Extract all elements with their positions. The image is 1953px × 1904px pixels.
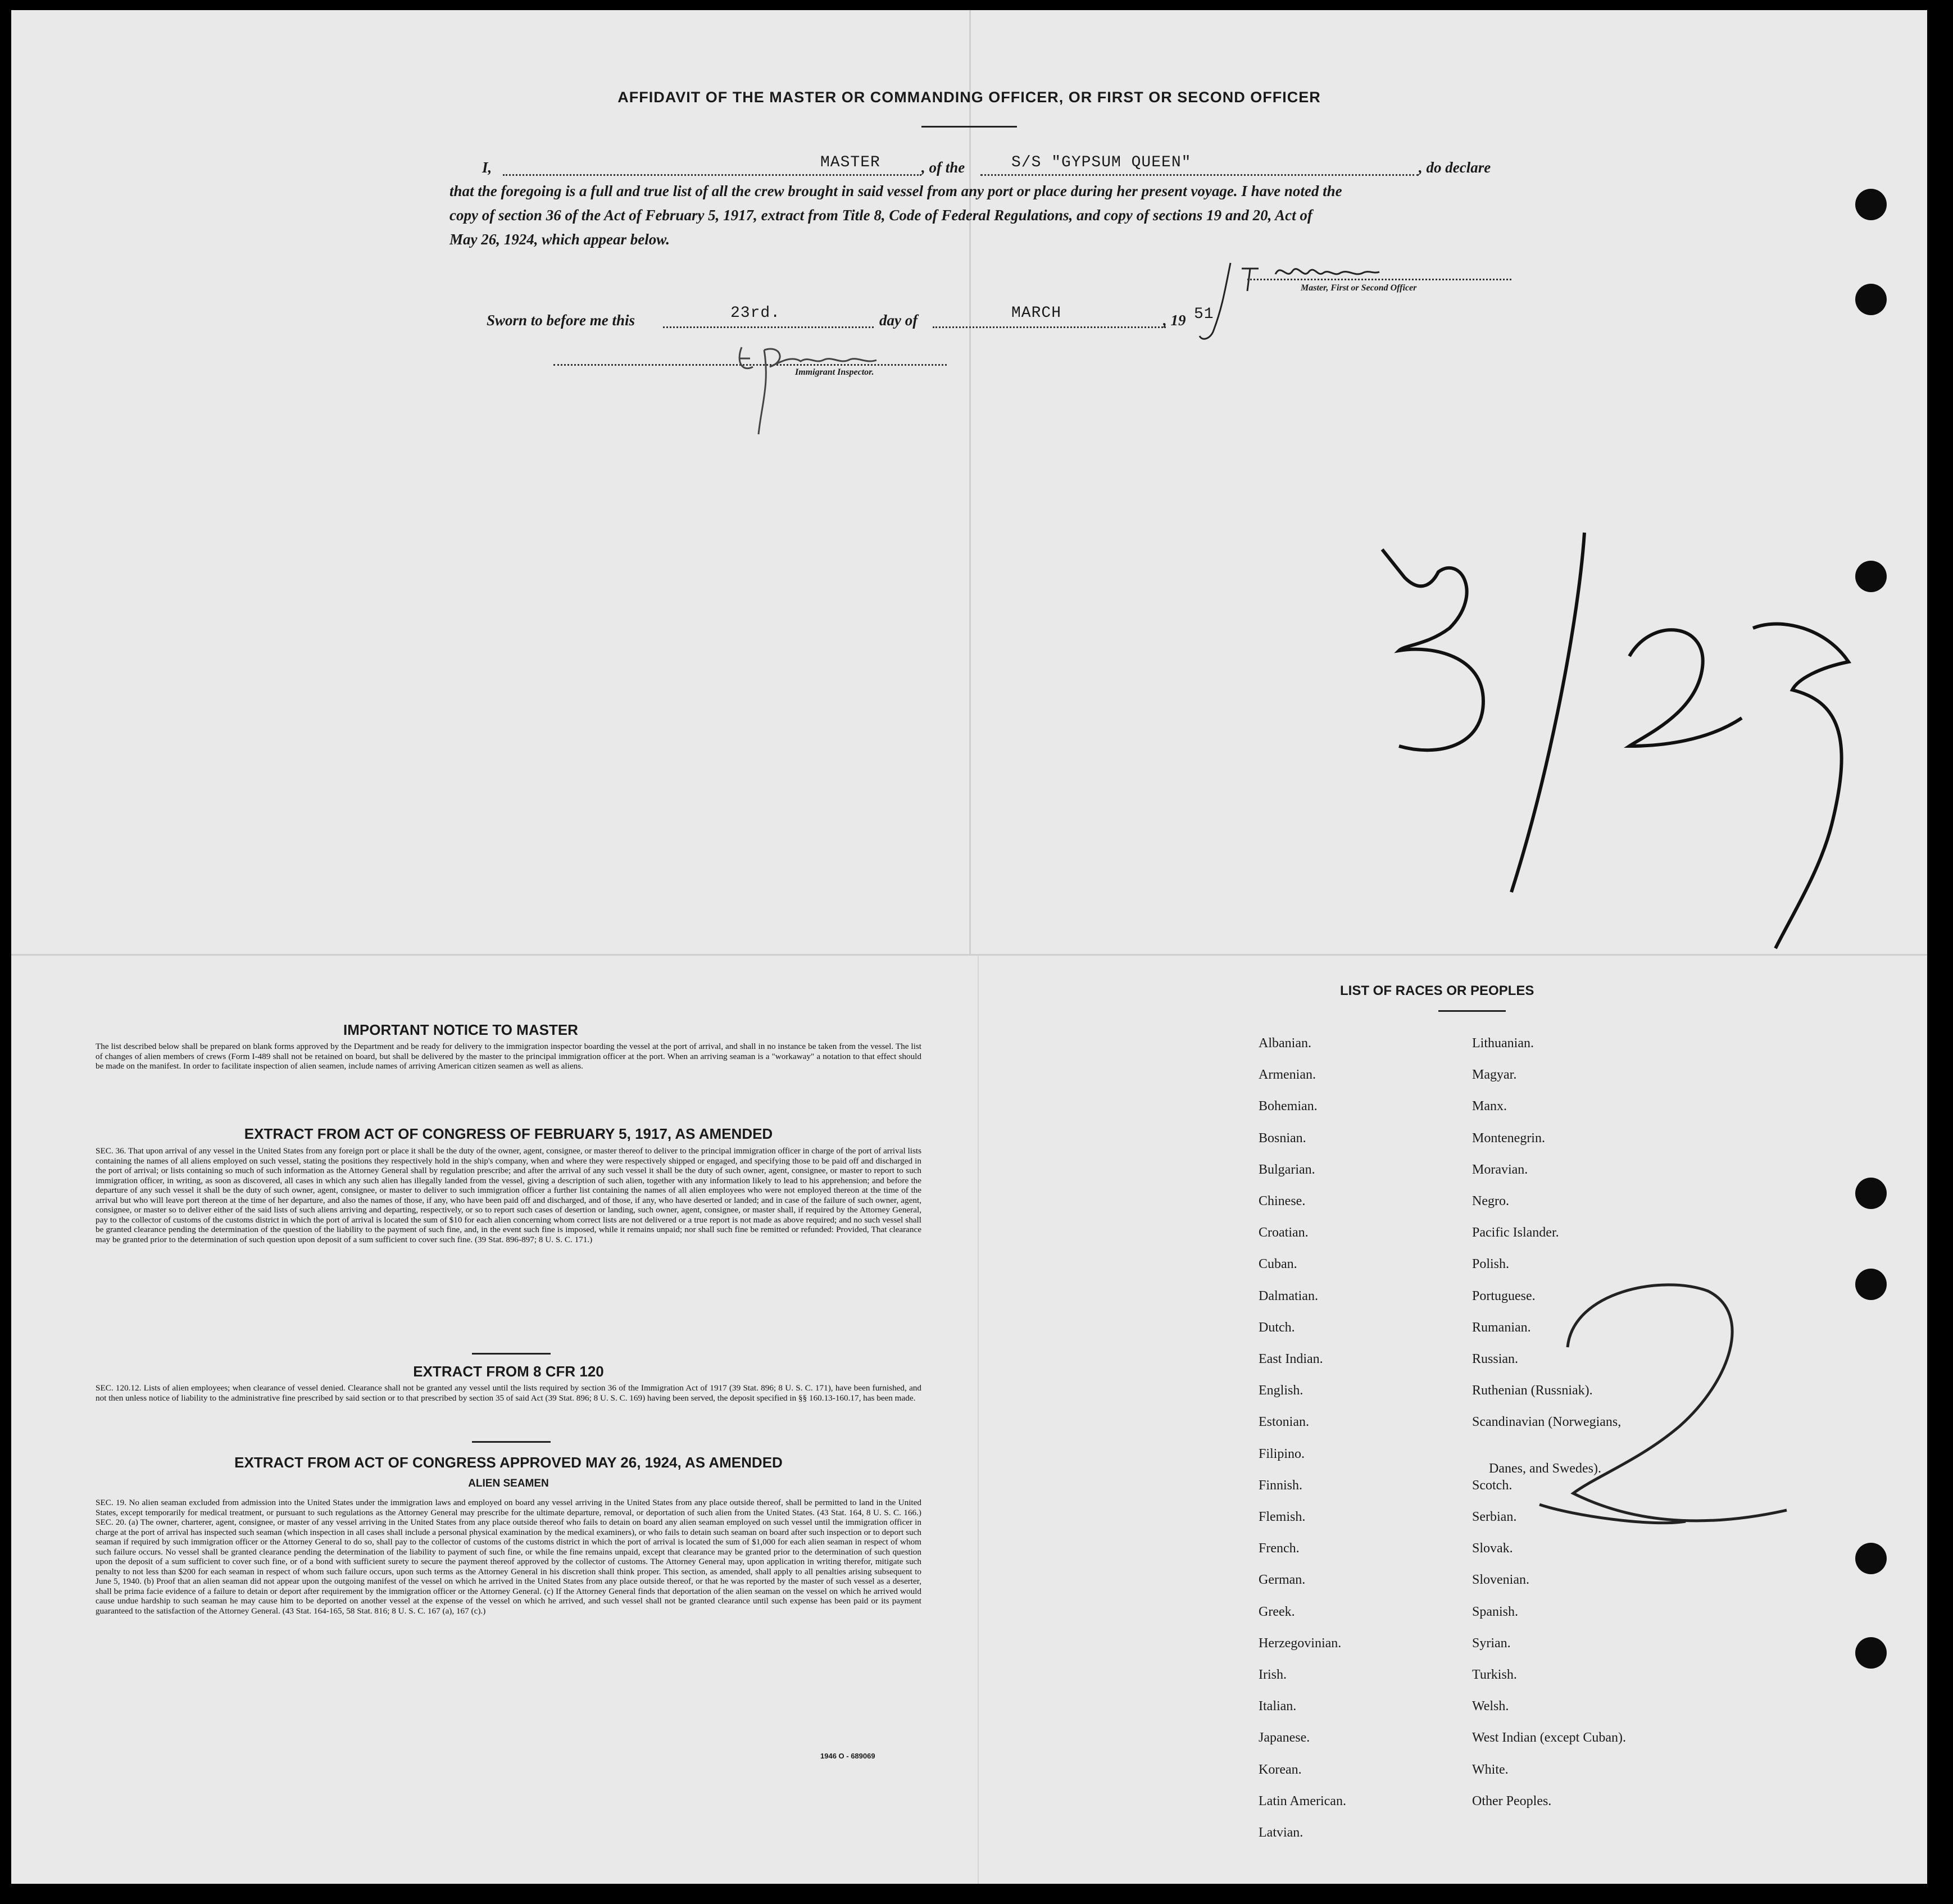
day-value: 23rd. — [730, 305, 781, 322]
print-code: 1946 O - 689069 — [820, 1752, 875, 1760]
punch-hole — [1855, 1178, 1887, 1209]
inspector-signature — [730, 339, 899, 440]
name-blank — [503, 174, 921, 176]
race-item: Dalmatian. — [1259, 1288, 1318, 1303]
race-item: Rumanian. — [1472, 1320, 1531, 1335]
rank-value: MASTER — [820, 154, 880, 171]
race-item: Serbian. — [1472, 1510, 1517, 1524]
master-signature — [1191, 246, 1416, 347]
extract-8cfr-heading: EXTRACT FROM 8 CFR 120 — [413, 1363, 604, 1380]
races-heading: LIST OF RACES OR PEOPLES — [1340, 983, 1534, 998]
handwritten-date — [1315, 533, 1905, 960]
race-item: Bosnian. — [1259, 1130, 1306, 1146]
race-item: Turkish. — [1472, 1667, 1517, 1682]
fold-line-vertical — [969, 10, 971, 954]
race-item: Korean. — [1259, 1762, 1302, 1777]
race-item: Japanese. — [1259, 1730, 1310, 1746]
punch-hole — [1855, 189, 1887, 220]
title-rule — [921, 126, 1017, 128]
race-item: Slovak. — [1472, 1541, 1513, 1556]
race-item: Bulgarian. — [1259, 1162, 1315, 1177]
race-item: Russian. — [1472, 1352, 1519, 1366]
race-item: Lithuanian. — [1472, 1036, 1534, 1051]
inspector-caption: Immigrant Inspector. — [795, 367, 874, 377]
race-item: Dutch. — [1259, 1320, 1295, 1335]
race-item: Negro. — [1472, 1194, 1509, 1208]
race-item: Armenian. — [1259, 1067, 1316, 1083]
race-item: Bohemian. — [1259, 1099, 1318, 1114]
of-the-label: , of the — [921, 159, 965, 176]
punch-hole — [1855, 1543, 1887, 1574]
race-item: Other Peoples. — [1472, 1793, 1552, 1808]
extract-1924-subheading: ALIEN SEAMEN — [468, 1478, 549, 1489]
race-item: Albanian. — [1259, 1036, 1311, 1051]
affidavit-title: AFFIDAVIT OF THE MASTER OR COMMANDING OFFICER, OR FIRST OR SECOND OFFICER — [617, 89, 1321, 106]
race-item: Pacific Islander. — [1472, 1225, 1559, 1240]
race-item: Herzegovinian. — [1259, 1635, 1342, 1651]
race-item: Ruthenian (Russniak). — [1472, 1383, 1593, 1398]
fold-line-vertical-lower — [978, 954, 979, 1884]
race-item: English. — [1259, 1383, 1303, 1398]
i-label: I, — [482, 159, 492, 176]
race-item: Latin American. — [1259, 1793, 1346, 1808]
race-item: Polish. — [1472, 1257, 1510, 1272]
race-item: German. — [1259, 1573, 1306, 1588]
document-sheet — [11, 10, 1927, 1884]
year-value: 51 — [1194, 306, 1214, 323]
affidavit-line-3: copy of section 36 of the Act of February 5, 1917, extract from Title 8, Code of Federal Regulations, and copy of sections 19 and 20, Act of — [449, 207, 1312, 224]
day-blank — [663, 326, 874, 328]
extract-1924-text: SEC. 19. No alien seaman excluded from admission into the United States under the immigration laws and employed on board any vessel arriving in the United States from any place outside thereof, shall be permitted to land in the United States, except temporarily for medical treatment, or pursuant to such regulations as the Attorney General may prescribe for the ultimate departure, removal, or deportation of such alien from the United States. (43 Stat. 164, 8 U. S. C. 166.) SEC. 20. (a) The owner, charterer, agent, consignee, or master of any vessel arriving in the United States from any place outside thereof who fails to detain on board any alien seaman employed on such vessel until the immigration officer in charge at the port of arrival has inspected such seaman (which inspection in all cases shall include a personal physical examination by the medical examiners), or who fails to detain such seaman on board after such inspection or to deport such seaman if required by such immigration officer or the Attorney General to do so, shall pay to the collector of customs of the customs district in which the port of arrival is located the sum of $1,000 for each alien seaman in respect of whom such failure occurs. No vessel shall be granted clearance pending the determination of the liability to payment of such fine, or while the fine remains unpaid, except that clearance may be granted prior to the determination of such question upon the deposit of a sum sufficient to cover such fine, or of a bond with sufficient surety to secure the payment thereof approved by the collector of customs. The Attorney General may, upon application in writing therefor, mitigate such penalty to not less than $200 for each seaman in respect of whom such failure occurs, upon such terms as the Attorney General in his discretion shall think proper. This section, as amended, shall apply to all penalties arising subsequent to June 5, 1940. (b) Proof that an alien seaman did not appear upon the outgoing manifest of the vessel on which he arrived in the United States from any place outside thereof, or that he was reported by the master of such vessel as a deserter, shall be prima facie evidence of a failure to detain or deport after requirement by the immigration officer or the Attorney General. (c) If the Attorney General finds that deportation of the alien seaman on the vessel on which he arrived would cause undue hardship to such seaman he may cause him to be deported on another vessel at the expense of the vessel on which he arrived, and such vessel shall not be granted clearance until such expense has been paid or its payment guaranteed to the satisfaction of the Attorney General. (43 Stat. 164-165, 58 Stat. 816; 8 U. S. C. 167 (a), 167 (c).) — [96, 1498, 921, 1616]
race-item: West Indian (except Cuban). — [1472, 1730, 1626, 1746]
extract-1924-heading: EXTRACT FROM ACT OF CONGRESS APPROVED MAY 26, 1924, AS AMENDED — [234, 1454, 783, 1471]
race-item: Welsh. — [1472, 1699, 1509, 1714]
race-item: Cuban. — [1259, 1257, 1297, 1272]
vessel-blank — [980, 174, 1419, 176]
race-item: Moravian. — [1472, 1162, 1528, 1177]
punch-hole — [1855, 1269, 1887, 1300]
race-item: Danes, and Swedes). — [1489, 1461, 1601, 1476]
race-item: East Indian. — [1259, 1352, 1323, 1366]
race-item: Portuguese. — [1472, 1288, 1536, 1303]
year-prefix: , 19 — [1163, 312, 1186, 329]
race-item: Magyar. — [1472, 1067, 1517, 1083]
extract-1917-text: SEC. 36. That upon arrival of any vessel in the United States from any foreign port or place it shall be the duty of the owner, agent, consignee, or master thereof to deliver to the principal immigration officer in charge of the port of arrival lists containing the names of all aliens employed on such vessel, stating the positions they respectively hold in the ship's company, when and where they were respectively shipped or engaged, and specifying those to be paid off and discharged in the port of arrival; or lists containing so much of such information as the Attorney General shall by regulation prescribe; and after the arrival of any such vessel it shall be the duty of such owner, agent, consignee, or master to report to such immigration officer, in writing, as soon as discovered, all cases in which any such alien has illegally landed from the vessel, giving a description of such alien, together with any information likely to lead to his apprehension; and before the departure of any such vessel it shall be the duty of such owner, agent, consignee, or master to deliver to such immigration officer a further list containing the names of all alien employees who were not employed thereon at the time of the arrival but who will leave port thereon at the time of her departure, and also the names of those, if any, who have been paid off and discharged, and of those, if any, who have deserted or landed; and in case of the failure of such owner, agent, consignee, or master so to deliver either of the said lists of such aliens arriving and departing, respectively, or so to report such cases of desertion or landing, such owner, agent, consignee, or master shall, if required by the Attorney General, pay to the collector of customs of the customs district in which the port of arrival is located the sum of $10 for each alien concerning whom correct lists are not delivered or a true report is not made as above required; and no such vessel shall be granted clearance pending the determination of the question of the liability to the payment of such fine, and, in the event such fine is imposed, while it remains unpaid; nor shall such fine be remitted or refunded: Provided, That clearance may be granted prior to the determination of such question upon deposit of a sum sufficient to cover such fine. (39 Stat. 896-897; 8 U. S. C. 171.) — [96, 1146, 921, 1244]
race-item: Montenegrin. — [1472, 1130, 1545, 1146]
race-item: Irish. — [1259, 1667, 1287, 1682]
affidavit-line-2: that the foregoing is a full and true list of all the crew brought in said vessel from any port or place during her present voyage. I have noted the — [449, 183, 1342, 199]
extract-8cfr-text: SEC. 120.12. Lists of alien employees; when clearance of vessel denied. Clearance shall not be granted any vessel until the lists required by section 36 of the Immigration Act of 1917 (39 Stat. 896; 8 U. S. C. 171), have been furnished, and not then unless notice of liability to the administrative fine prescribed by said section or to that prescribed by section 35 of said Act (39 Stat. 896; 8 U. S. C. 169) having been served, the deposit specified in §§ 160.13-160.17, has been made. — [96, 1383, 921, 1403]
do-declare-label: , do declare — [1419, 159, 1491, 176]
month-blank — [933, 326, 1166, 328]
notice-text: The list described below shall be prepared on blank forms approved by the Department and be ready for delivery to the immigration inspector boarding the vessel at the port of arrival, and shall in no instance be taken from the vessel. The list of changes of alien members of crews (Form I-489 shall not be retained on board, but shall be delivered by the master to the principal immigration officer at the port. When an arriving seaman is a "workaway" a notation to that effect should be made on the manifest. In order to facilitate inspection of alien seamen, include names of arriving American citizen seamen as well as aliens. — [96, 1042, 921, 1071]
month-value: MARCH — [1011, 305, 1062, 322]
race-item: Chinese. — [1259, 1194, 1306, 1208]
signature-line — [1247, 279, 1511, 280]
race-item: Scandinavian (Norwegians, — [1472, 1415, 1622, 1430]
race-item: Estonian. — [1259, 1415, 1309, 1430]
race-item: Slovenian. — [1472, 1573, 1529, 1588]
race-item: Latvian. — [1259, 1825, 1303, 1840]
day-of-label: day of — [879, 312, 918, 329]
race-item: Manx. — [1472, 1099, 1507, 1114]
race-item: Flemish. — [1259, 1510, 1306, 1524]
section-rule — [472, 1441, 551, 1443]
race-item: Scotch. — [1472, 1478, 1513, 1493]
affidavit-line-4: May 26, 1924, which appear below. — [449, 231, 670, 248]
race-item: Croatian. — [1259, 1225, 1309, 1240]
punch-hole — [1855, 1637, 1887, 1669]
race-item: Finnish. — [1259, 1478, 1303, 1493]
notice-heading: IMPORTANT NOTICE TO MASTER — [343, 1021, 578, 1038]
race-item: Filipino. — [1259, 1446, 1305, 1461]
race-item: Greek. — [1259, 1604, 1295, 1619]
section-rule — [472, 1353, 551, 1355]
extract-1917-heading: EXTRACT FROM ACT OF CONGRESS OF FEBRUARY 5, 1917, AS AMENDED — [244, 1125, 773, 1142]
race-item: Spanish. — [1472, 1604, 1519, 1619]
punch-hole — [1855, 284, 1887, 315]
race-item: Italian. — [1259, 1699, 1297, 1714]
sworn-label: Sworn to before me this — [487, 312, 635, 329]
races-rule — [1438, 1010, 1506, 1012]
vessel-value: S/S "GYPSUM QUEEN" — [1011, 154, 1192, 171]
race-item: French. — [1259, 1541, 1300, 1556]
signature-caption: Master, First or Second Officer — [1301, 283, 1417, 293]
handwritten-page-number — [1539, 1269, 1792, 1538]
race-item: Syrian. — [1472, 1635, 1511, 1651]
race-item: White. — [1472, 1762, 1509, 1777]
